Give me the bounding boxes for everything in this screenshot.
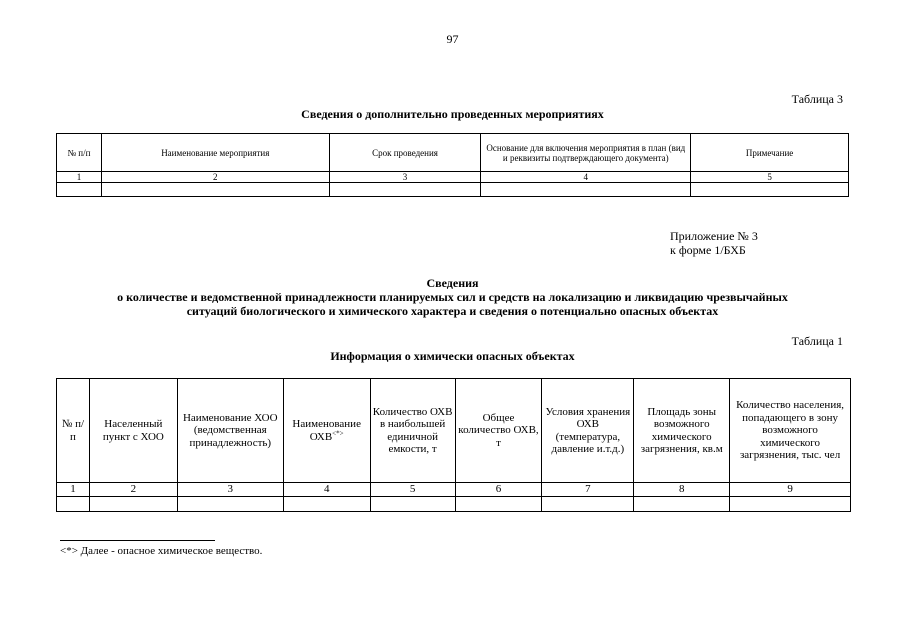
table-1-header-cell: Количество населения, попадающего в зону возможного химического загрязнения, тыс. чел bbox=[730, 379, 851, 483]
table-3-number-cell: 2 bbox=[101, 172, 329, 183]
table-3-header-cell: Срок проведения bbox=[329, 134, 481, 172]
table-1-header-cell: Общее количество ОХВ, т bbox=[455, 379, 542, 483]
table-1-empty-cell bbox=[542, 497, 634, 512]
table-1-header-cell: Количество ОХВ в наибольшей единичной емкости, т bbox=[370, 379, 455, 483]
table-1-header-cell: Населенный пункт с ХОО bbox=[89, 379, 177, 483]
table-1-empty-cell bbox=[455, 497, 542, 512]
table-1-header-cell: Наименование ХОО (ведомственная принадлежность) bbox=[177, 379, 283, 483]
table-3-label: Таблица 3 bbox=[791, 92, 843, 106]
table-3-header-row bbox=[57, 134, 849, 172]
footnote-marker: <*> bbox=[332, 428, 344, 437]
table-1-empty-cell bbox=[730, 497, 851, 512]
table-1-number-cell: 7 bbox=[542, 483, 634, 497]
table-3-empty-row bbox=[57, 183, 849, 197]
table-1-empty-cell bbox=[177, 497, 283, 512]
table-1-title: Информация о химически опасных объектах bbox=[330, 349, 575, 363]
table-3-empty-cell bbox=[481, 183, 691, 197]
section-title-line-1: Сведения bbox=[426, 276, 479, 290]
table-3-empty-cell bbox=[691, 183, 849, 197]
table-3-number-cell: 3 bbox=[329, 172, 481, 183]
table-1-number-cell: 3 bbox=[177, 483, 283, 497]
table-1-empty-row bbox=[57, 497, 851, 512]
table-1-number-cell: 1 bbox=[57, 483, 90, 497]
table-3-empty-cell bbox=[57, 183, 102, 197]
page-number: 97 bbox=[446, 32, 459, 46]
table-1-header-text: Наименование ОХВ bbox=[292, 418, 361, 443]
table-1-number-cell: 9 bbox=[730, 483, 851, 497]
table-3-number-cell: 5 bbox=[691, 172, 849, 183]
table-1-number-cell: 5 bbox=[370, 483, 455, 497]
table-3-header-cell: Основание для включения мероприятия в план (вид и реквизиты подтверждающего документа) bbox=[481, 134, 691, 172]
table-1-empty-cell bbox=[283, 497, 370, 512]
table-1-empty-cell bbox=[634, 497, 730, 512]
table-1-header-cell: Условия хранения ОХВ (температура, давление и.т.д.) bbox=[542, 379, 634, 483]
table-3 bbox=[56, 133, 849, 197]
appendix-line-1: Приложение № 3 bbox=[670, 229, 758, 243]
table-1-empty-cell bbox=[57, 497, 90, 512]
footnote-divider bbox=[60, 540, 215, 541]
table-1-header-cell: № п/п bbox=[57, 379, 90, 483]
table-1-empty-cell bbox=[89, 497, 177, 512]
table-3-number-cell: 4 bbox=[481, 172, 691, 183]
appendix-note bbox=[670, 229, 758, 257]
table-1-number-cell: 6 bbox=[455, 483, 542, 497]
table-1-number-cell: 4 bbox=[283, 483, 370, 497]
table-1-empty-cell bbox=[370, 497, 455, 512]
table-1-label: Таблица 1 bbox=[791, 334, 843, 348]
footnote: <*> Далее - опасное химическое вещество. bbox=[60, 545, 263, 557]
table-3-empty-cell bbox=[329, 183, 481, 197]
table-1 bbox=[56, 378, 851, 512]
section-title-line-3: ситуаций биологического и химического характера и сведения о потенциально опасных объектах bbox=[186, 304, 719, 318]
section-title bbox=[0, 276, 905, 318]
appendix-line-2: к форме 1/БХБ bbox=[670, 243, 746, 257]
table-3-header-cell: Наименование мероприятия bbox=[101, 134, 329, 172]
table-1-header-cell-oxv bbox=[283, 379, 370, 483]
table-3-header-cell: № п/п bbox=[57, 134, 102, 172]
table-1-header-cell: Площадь зоны возможного химического загрязнения, кв.м bbox=[634, 379, 730, 483]
table-3-number-row bbox=[57, 172, 849, 183]
table-3-title: Сведения о дополнительно проведенных мероприятиях bbox=[301, 107, 604, 121]
table-3-empty-cell bbox=[101, 183, 329, 197]
table-1-header-row bbox=[57, 379, 851, 483]
table-3-header-cell: Примечание bbox=[691, 134, 849, 172]
table-3-number-cell: 1 bbox=[57, 172, 102, 183]
table-1-number-cell: 2 bbox=[89, 483, 177, 497]
section-title-line-2: о количестве и ведомственной принадлежности планируемых сил и средств на локализацию и ликвидацию чрезвычайных bbox=[117, 290, 788, 304]
table-1-number-cell: 8 bbox=[634, 483, 730, 497]
table-1-number-row bbox=[57, 483, 851, 497]
